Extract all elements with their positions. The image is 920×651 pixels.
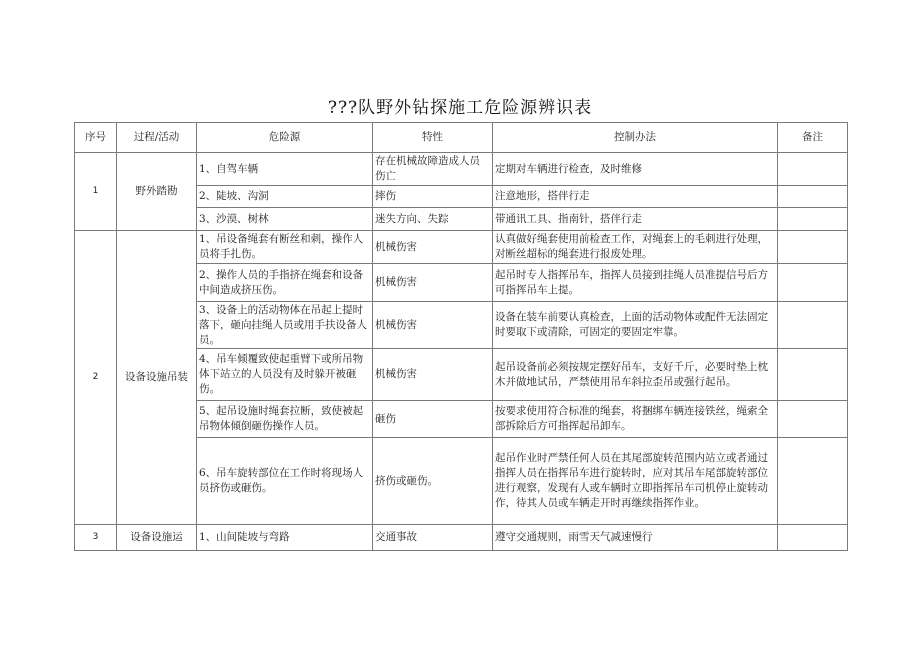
nature-cell: 交通事故: [373, 525, 493, 551]
header-note: 备注: [778, 123, 848, 153]
nature-cell: 挤伤或砸伤。: [373, 438, 493, 525]
control-cell: 定期对车辆进行检查，及时维修: [493, 153, 778, 186]
seq-cell: 1: [75, 153, 117, 231]
nature-cell: 机械伤害: [373, 231, 493, 264]
hazard-cell: 5、起吊设施时绳套拉断，致使被起吊物体倾倒砸伤操作人员。: [197, 401, 373, 438]
nature-cell: 存在机械故障造成人员伤亡: [373, 153, 493, 186]
table-row: [75, 525, 848, 551]
header-seq: 序号: [75, 123, 117, 153]
hazard-cell: 4、吊车倾覆致使起重臂下或所吊物体下站立的人员没有及时躲开被砸伤。: [197, 349, 373, 401]
note-cell: [778, 208, 848, 231]
note-cell: [778, 302, 848, 349]
table-row: [75, 231, 848, 264]
activity-cell: 设备设施运: [117, 525, 197, 551]
note-cell: [778, 231, 848, 264]
hazard-cell: 6、吊车旋转部位在工作时将现场人员挤伤或砸伤。: [197, 438, 373, 525]
nature-cell: 机械伤害: [373, 302, 493, 349]
control-cell: 设备在装车前要认真检查，上面的活动物体或配件无法固定时要取下或清除，可固定的要固定牢靠。: [493, 302, 778, 349]
nature-cell: 机械伤害: [373, 264, 493, 302]
table-header-row: [75, 123, 848, 153]
note-cell: [778, 186, 848, 208]
note-cell: [778, 525, 848, 551]
table-row: [75, 153, 848, 186]
seq-cell: 3: [75, 525, 117, 551]
activity-cell: 野外踏勘: [117, 153, 197, 231]
seq-cell: 2: [75, 231, 117, 525]
nature-cell: 摔伤: [373, 186, 493, 208]
control-cell: 起吊作业时严禁任何人员在其尾部旋转范围内站立或者通过指挥人员在指挥吊车进行旋转时，应对其吊车尾部旋转部位进行观察，发现有人或车辆时立即指挥吊车司机停止旋转动作，待其人员或车辆走开时再继续指挥作业。: [493, 438, 778, 525]
hazard-cell: 1、自驾车辆: [197, 153, 373, 186]
hazard-cell: 3、设备上的活动物体在吊起上提时落下，砸向挂绳人员或用手扶设备人员。: [197, 302, 373, 349]
page-title: ???队野外钻探施工危险源辨识表: [327, 98, 593, 118]
header-hazard: 危险源: [197, 123, 373, 153]
control-cell: 带通讯工具、指南针，搭伴行走: [493, 208, 778, 231]
activity-cell: 设备设施吊装: [117, 231, 197, 525]
note-cell: [778, 349, 848, 401]
control-cell: 起吊设备前必须按规定摆好吊车，支好千斤，必要时垫上枕木并做地试吊，严禁使用吊车斜拉歪吊或强行起吊。: [493, 349, 778, 401]
hazard-cell: 1、吊设备绳套有断丝和刺，操作人员将手扎伤。: [197, 231, 373, 264]
note-cell: [778, 401, 848, 438]
control-cell: 注意地形，搭伴行走: [493, 186, 778, 208]
hazard-cell: 2、操作人员的手指挤在绳套和设备中间造成挤压伤。: [197, 264, 373, 302]
control-cell: 起吊时专人指挥吊车，指挥人员接到挂绳人员准提信号后方可指挥吊车上提。: [493, 264, 778, 302]
header-control: 控制办法: [493, 123, 778, 153]
nature-cell: 迷失方向、失踪: [373, 208, 493, 231]
hazard-cell: 3、沙漠、树林: [197, 208, 373, 231]
nature-cell: 砸伤: [373, 401, 493, 438]
hazard-cell: 1、山间陡坡与弯路: [197, 525, 373, 551]
control-cell: 按要求使用符合标准的绳套，将捆绑车辆连接铁丝，绳索全部拆除后方可指挥起吊卸车。: [493, 401, 778, 438]
note-cell: [778, 264, 848, 302]
header-activity: 过程/活动: [117, 123, 197, 153]
note-cell: [778, 438, 848, 525]
control-cell: 遵守交通规则，雨雪天气减速慢行: [493, 525, 778, 551]
hazard-table: [74, 122, 848, 551]
header-nature: 特性: [373, 123, 493, 153]
nature-cell: 机械伤害: [373, 349, 493, 401]
control-cell: 认真做好绳套使用前检查工作，对绳套上的毛刺进行处理，对断丝超标的绳套进行报废处理。: [493, 231, 778, 264]
note-cell: [778, 153, 848, 186]
hazard-cell: 2、陡坡、沟洞: [197, 186, 373, 208]
